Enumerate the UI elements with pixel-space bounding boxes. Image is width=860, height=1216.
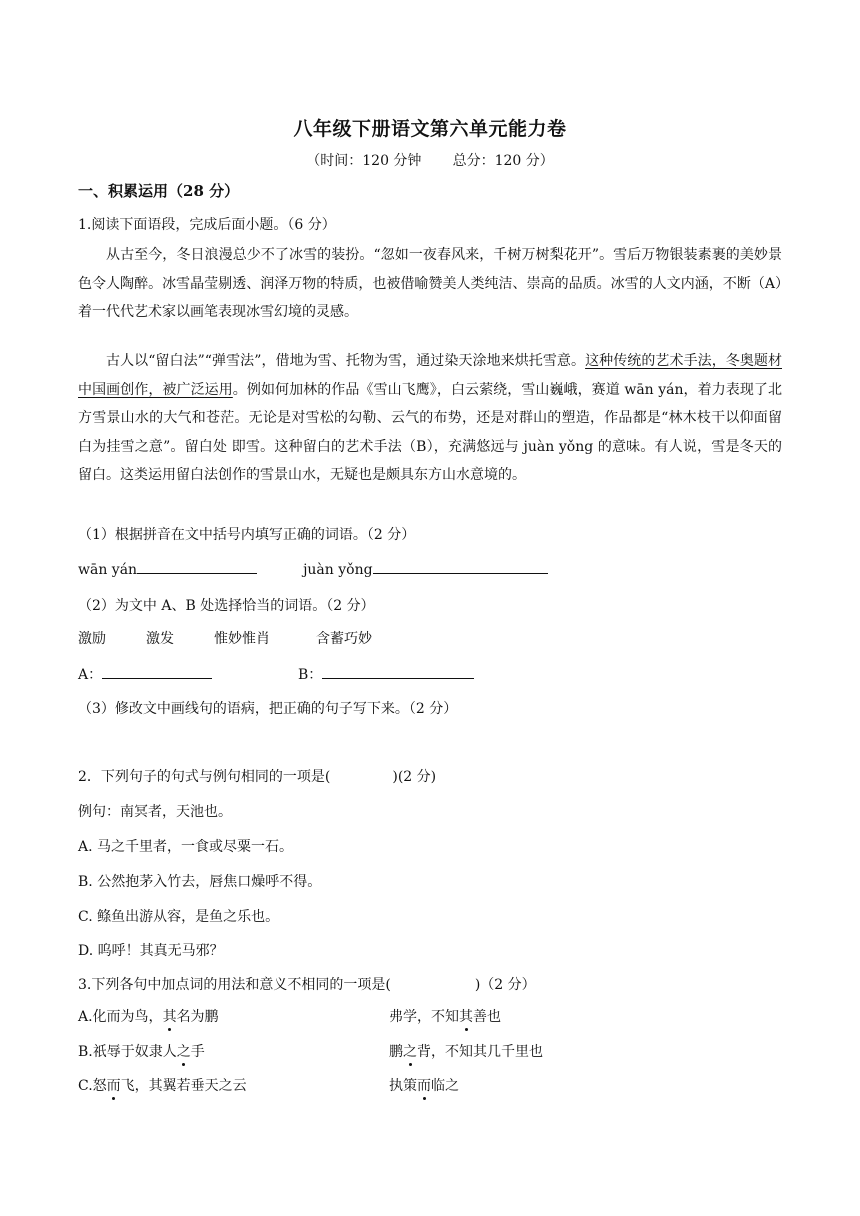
text-segment: 背，不知其几千里也 [417,1044,543,1060]
word-option-3: 惟妙惟肖 [214,631,270,647]
text-segment: 鹏 [389,1044,403,1060]
answer-a-blank[interactable] [102,664,212,679]
question-3-option-b-left [78,1041,205,1061]
exam-subtitle: （时间：120 分钟 总分：120 分） [306,153,554,169]
question-3-option-a-right [389,1006,501,1026]
underlined-sentence: 这种传统的艺术手法，冬奥题材中国画创作，被广泛运用 [78,353,782,398]
text-segment: 善也 [473,1009,501,1025]
question-2-option-a: A. 马之千里者，一食或尽粟一石。 [78,839,294,855]
pinyin-2-label: juàn yǒng [303,562,373,578]
question-3-option-b-right [389,1041,543,1061]
word-option-1: 激励 [78,631,106,647]
dotted-word: 之 [403,1041,417,1061]
dotted-word: 其 [459,1006,473,1026]
question-3-stem-text: 3.下列各句中加点词的用法和意义不相同的一项是( [78,977,391,993]
dotted-word: 而 [417,1075,431,1095]
word-option-4: 含蓄巧妙 [316,631,372,647]
subquestion-1: （1）根据拼音在文中括号内填写正确的词语。（2 分） [78,527,416,543]
question-2-option-c: C. 鲦鱼出游从容，是鱼之乐也。 [78,909,280,925]
dotted-word: 而 [107,1075,121,1095]
pinyin-1-label: wān yán [78,562,138,578]
exam-title: 八年级下册语文第六单元能力卷 [293,118,567,140]
subquestion-3: （3）修改文中画线句的语病，把正确的句子写下来。（2 分） [78,701,458,717]
question-3-score: )（2 分） [474,977,536,993]
pinyin-1-blank[interactable] [137,559,257,574]
passage-text-b: 。例如何加林的作品《雪山飞鹰》，白云萦绕，雪山巍峨，赛道 wān yán，着力表现了北方雪景山水的大气和苍茫。无论是对雪松的勾勒、云气的布势，还是对群山的塑造，作品都是“林木枝干以仰面留白为挂雪之意”。留白处 即雪。这种留白的艺术手法（B），充满悠远与 juàn yǒng 的意味。有人说，雪是冬天的留白。这类运用留白法创作的雪景山水，无疑也是颇具东方山水意境的。 [78,381,782,484]
text-segment: A.化而为鸟， [78,1009,163,1025]
question-3-option-a-left [78,1006,219,1026]
text-segment: 临之 [431,1078,459,1094]
answer-b-label: B： [298,667,323,683]
word-option-2: 激发 [146,631,174,647]
section-heading: 一、积累运用（28 分） [78,182,240,200]
answer-b-blank[interactable] [322,664,474,679]
question-3-option-c-right [389,1075,459,1095]
question-3-option-c-left [78,1075,247,1095]
question-2-stem-text: 2．下列句子的句式与例句相同的一项是( [78,769,331,785]
text-segment: C.怒 [78,1078,107,1094]
passage-paragraph-1: 从古至今，冬日浪漫总少不了冰雪的装扮。“忽如一夜春风来，千树万树梨花开”。雪后万物银装素裹的美妙景色令人陶醉。冰雪晶莹剔透、润泽万物的特质，也被借喻赞美人类纯洁、崇高的品质。冰雪的人文内涵，不断（A）着一代代艺术家以画笔表现冰雪幻境的灵感。 [78,247,782,321]
dotted-word: 其 [163,1006,177,1026]
pinyin-2-blank[interactable] [373,559,548,574]
passage-paragraph-2 [78,347,782,490]
passage-text-a: 古人以“留白法”“弹雪法”，借地为雪、托物为雪，通过染天涂地来烘托雪意。 [106,353,586,369]
word-options-row [78,628,372,648]
question-1-stem: 1.阅读下面语段，完成后面小题。（6 分） [78,217,336,233]
question-2-score: )(2 分) [392,769,437,785]
text-segment: 手 [190,1044,205,1060]
question-3-stem [78,974,536,994]
answer-b-row [298,664,474,684]
question-2-option-b: B. 公然抱茅入竹去，唇焦口燥呼不得。 [78,874,322,890]
pinyin-blanks-row [78,559,548,578]
text-segment: B.祇辱于奴隶人 [78,1044,177,1060]
answer-a-label: A： [78,667,103,683]
question-2-example: 例句：南冥者，天池也。 [78,804,232,820]
question-2-stem [78,766,436,786]
text-segment: 弗学，不知 [389,1009,459,1025]
answer-a-row [78,664,212,684]
subquestion-2: （2）为文中 A、B 处选择恰当的词语。（2 分） [78,598,375,614]
text-segment: 执策 [389,1078,417,1094]
dotted-word: 之 [177,1041,191,1061]
text-segment: 飞，其翼若垂天之云 [120,1078,247,1094]
question-2-option-d: D. 呜呼！其真无马邪？ [78,943,224,959]
text-segment: 名为鹏 [176,1009,219,1025]
